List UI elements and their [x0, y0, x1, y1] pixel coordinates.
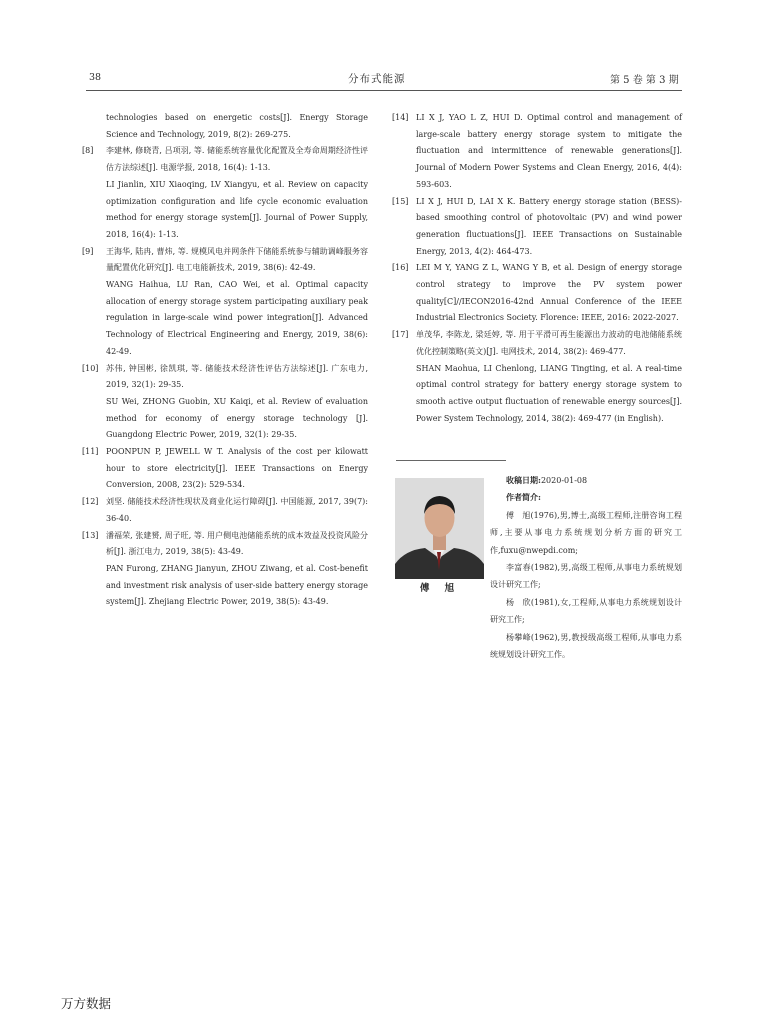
reference-text: LI X J, YAO L Z, HUI D. Optimal control and management of large-scale battery energy storage system to mitigate the fluctuation and intermittence of renewable generations[J]. Journal of Modern Power Systems and Clean Energy, 2016, 4(4): 593-603. — [416, 113, 682, 189]
footer-brand: 万方数据 — [61, 996, 112, 1011]
issue-label: 第 5 卷 第 3 期 — [610, 75, 679, 86]
author-bio: 杨攀峰(1962),男,教授级高级工程师,从事电力系统规划设计研究工作。 — [490, 632, 682, 660]
page-number: 38 — [89, 72, 102, 83]
reference-text: 李建林, 修晓青, 吕项羽, 等. 储能系统容量优化配置及全寿命周期经济性评估方法综述[J]. 电源学报, 2018, 16(4): 1-13. — [106, 146, 368, 173]
reference-number: [9] — [82, 246, 94, 256]
author-bio: 杨 欣(1981),女,工程师,从事电力系统规划设计研究工作; — [490, 597, 682, 625]
reference-entry — [82, 494, 368, 527]
left-reference-column — [82, 110, 368, 611]
reference-text: 刘坚. 储能技术经济性现状及商业化运行障碍[J]. 中国能源, 2017, 39(7): 36-40. — [106, 497, 368, 523]
reference-entry — [392, 194, 682, 261]
reference-text: 单茂华, 李陈龙, 梁廷婷, 等. 用于平滑可再生能源出力波动的电池储能系统优化控制策略(英文)[J]. 电网技术, 2014, 38(2): 469-477. — [416, 330, 682, 356]
reference-entry — [86, 110, 368, 143]
reference-entry — [82, 361, 368, 445]
reference-text: 苏伟, 钟国彬, 徐凯琪, 等. 储能技术经济性评估方法综述[J]. 广东电力, 2019, 32(1): 29-35. — [106, 363, 368, 390]
reference-text: SU Wei, ZHONG Guobin, XU Kaiqi, et al. Review of evaluation method for economy of energy storage technology [J]. Guangdong Electric Power, 2019, 32(1): 29-35. — [106, 396, 368, 440]
reference-text: POONPUN P, JEWELL W T. Analysis of the cost per kilowatt hour to store electricity[J]. IEEE Transactions on Energy Conversion, 2008, 23(2): 529-534. — [106, 447, 368, 490]
reference-text: 潘福荣, 张建赟, 周子旺, 等. 用户侧电池储能系统的成本效益及投资风险分析[J]. 浙江电力, 2019, 38(5): 43-49. — [106, 530, 368, 557]
author-bio: 李富春(1982),男,高级工程师,从事电力系统规划设计研究工作; — [490, 563, 682, 590]
footnote-divider — [396, 460, 506, 461]
received-line — [490, 472, 682, 489]
reference-text: SHAN Maohua, LI Chenlong, LIANG Tingting, et al. A real-time optimal control strategy for battery energy storage system to smooth active output fluctuation of renewable energy sources[J]. Power System Technology, 2014, 38(2): 469-477 (in English). — [416, 363, 682, 423]
reference-number: [8] — [82, 146, 94, 156]
reference-text: LI Jianlin, XIU Xiaoqing, LV Xiangyu, et al. Review on capacity optimization configuration and life cycle economic evaluation method for energy storage system[J]. Journal of Power Supply, 2018, 16(4): 1-13. — [106, 179, 368, 239]
reference-text: WANG Haihua, LU Ran, CAO Wei, et al. Optimal capacity allocation of energy storage system participating auxiliary peak regulation in large-scale wind power integration[J]. Advanced Technology of Electrical Engineering and Energy, 2019, 38(6): 42-49. — [106, 280, 368, 356]
reference-number: [13] — [82, 530, 99, 540]
reference-number: [11] — [82, 447, 99, 457]
reference-number: [17] — [392, 330, 409, 340]
received-label: 收稿日期: — [506, 475, 541, 485]
reference-entry — [392, 327, 682, 427]
reference-text: 王海华, 陆冉, 曹炜, 等. 规模风电并网条件下储能系统参与辅助调峰服务容量配置优化研究[J]. 电工电能新技术, 2019, 38(6): 42-49. — [106, 246, 368, 273]
right-reference-column — [392, 110, 682, 427]
journal-name: 分布式能源 — [348, 73, 406, 85]
author-photo — [395, 478, 484, 579]
reference-text: technologies based on energetic costs[J]. Energy Storage Science and Technology, 2019, 8(2): 269-275. — [106, 113, 368, 139]
reference-text: LEI M Y, YANG Z L, WANG Y B, et al. Design of energy storage control strategy to improve the PV system power quality[C]//IECON2016-42nd Annual Conference of the IEEE Industrial Electronics Society. Florence: IEEE, 2016: 2022-2027. — [416, 263, 682, 323]
received-date: 2020-01-08 — [540, 476, 588, 485]
reference-entry — [392, 110, 682, 194]
reference-entry — [82, 444, 368, 494]
author-info — [490, 472, 682, 663]
reference-entry — [82, 143, 368, 243]
reference-number: [12] — [82, 497, 99, 507]
reference-number: [16] — [392, 263, 409, 273]
reference-number: [10] — [82, 363, 99, 373]
author-portrait-icon — [395, 478, 484, 579]
reference-text: LI X J, HUI D, LAI X K. Battery energy storage station (BESS)-based smoothing control of photovoltaic (PV) and wind power generation fluctuations[J]. IEEE Transactions on Sustainable Energy, 2013, 4(2): 464-473. — [416, 196, 682, 256]
photo-caption: 傅 旭 — [419, 583, 461, 594]
bio-heading: 作者简介: — [506, 492, 541, 503]
reference-entry — [392, 260, 682, 327]
author-bio: 傅 旭(1976),男,博士,高级工程师,注册咨询工程师,主要从事电力系统规划分析方面的研究工作,fuxu@nwepdi.com; — [490, 510, 682, 555]
reference-entry — [82, 528, 368, 612]
header-rule — [86, 90, 682, 91]
reference-text: PAN Furong, ZHANG Jianyun, ZHOU Ziwang, et al. Cost-benefit and investment risk analysis of user-side battery energy storage system[J]. Zhejiang Electric Power, 2019, 38(5): 43-49. — [106, 563, 368, 607]
reference-number: [14] — [392, 113, 409, 122]
reference-number: [15] — [392, 196, 409, 206]
reference-entry — [82, 244, 368, 361]
